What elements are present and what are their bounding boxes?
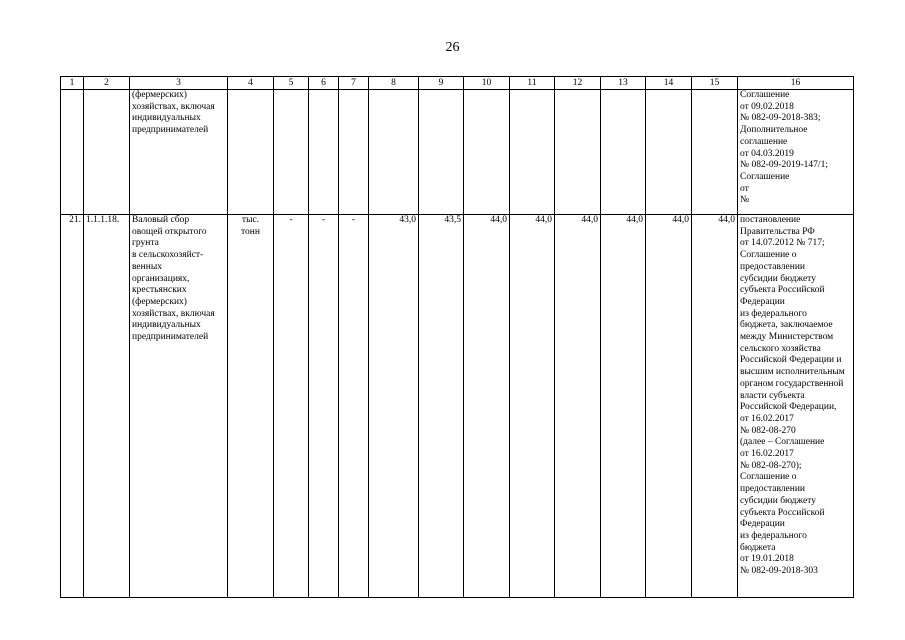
value-cell <box>601 90 646 215</box>
value-cell: 43,0 <box>369 215 419 598</box>
header-cell: 10 <box>464 77 510 90</box>
value-cell: 43,5 <box>419 215 464 598</box>
basis-document-cell: постановление Правительства РФ от 14.07.2012 № 717; Соглашение о предоставлении субсидии бюджету субъекта Российской Федерации из федерального бюджета, заключаемое между Министерством сельского хозяйства Российской Федерации и высшим исполнительным органом государственной власти субъекта Российской Федерации, от 16.02.2017 № 082-08-270 (далее – Соглашение от 16.02.2017 № 082-08-270); Соглашение о предоставлении субсидии бюджету субъекта Российской Федерации из федерального бюджета от 19.01.2018 № 082-09-2018-303 <box>738 215 854 598</box>
value-cell <box>309 90 339 215</box>
header-cell: 7 <box>339 77 369 90</box>
header-cell: 3 <box>130 77 228 90</box>
header-cell: 9 <box>419 77 464 90</box>
basis-document-cell: Соглашение от 09.02.2018 № 082-09-2018-383; Дополнительное соглашение от 04.03.2019 № 082-09-2019-147/1; Соглашение от № <box>738 90 854 215</box>
value-cell: 44,0 <box>601 215 646 598</box>
value-cell <box>369 90 419 215</box>
value-cell <box>339 90 369 215</box>
value-cell <box>510 90 555 215</box>
header-cell: 5 <box>274 77 309 90</box>
indicator-name-cell: (фермерских) хозяйствах, включая индивидуальных предпринимателей <box>130 90 228 215</box>
value-cell <box>464 90 510 215</box>
value-cell: 44,0 <box>555 215 601 598</box>
value-cell <box>646 90 692 215</box>
value-cell <box>555 90 601 215</box>
unit-cell <box>228 90 274 215</box>
value-cell: 44,0 <box>510 215 555 598</box>
header-cell: 13 <box>601 77 646 90</box>
value-cell: 44,0 <box>692 215 738 598</box>
unit-cell: тыс. тонн <box>228 215 274 598</box>
value-cell <box>419 90 464 215</box>
value-cell: 44,0 <box>646 215 692 598</box>
table-row-21 <box>61 215 854 598</box>
row-number-cell: 21. <box>61 215 84 598</box>
header-cell: 2 <box>84 77 130 90</box>
data-table <box>60 76 854 598</box>
page-number: 26 <box>445 40 460 55</box>
value-cell <box>692 90 738 215</box>
header-cell: 14 <box>646 77 692 90</box>
header-cell: 1 <box>61 77 84 90</box>
header-cell: 8 <box>369 77 419 90</box>
row-number-cell <box>61 90 84 215</box>
header-row <box>61 77 854 90</box>
header-cell: 11 <box>510 77 555 90</box>
code-cell: 1.1.1.18. <box>84 215 130 598</box>
value-cell: 44,0 <box>464 215 510 598</box>
header-cell: 15 <box>692 77 738 90</box>
header-cell: 6 <box>309 77 339 90</box>
header-cell: 16 <box>738 77 854 90</box>
value-cell: - <box>274 215 309 598</box>
value-cell <box>274 90 309 215</box>
table-row-continuation <box>61 90 854 215</box>
header-cell: 12 <box>555 77 601 90</box>
value-cell: - <box>309 215 339 598</box>
indicator-name-cell: Валовый сбор овощей открытого грунта в сельскохозяйст- венных организациях, крестьянских (фермерских) хозяйствах, включая индивидуальных предпринимателей <box>130 215 228 598</box>
code-cell <box>84 90 130 215</box>
value-cell: - <box>339 215 369 598</box>
header-cell: 4 <box>228 77 274 90</box>
